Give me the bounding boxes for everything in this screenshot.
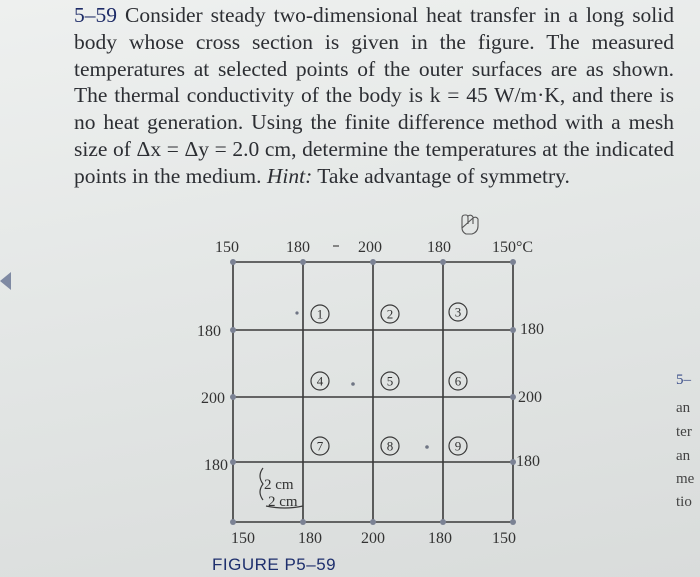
node-9-label: 9 — [454, 438, 462, 454]
top-temp-5: 150°C — [492, 239, 534, 256]
node-6-label: 6 — [454, 373, 462, 389]
left-temp-3: 180 — [204, 457, 228, 474]
side-text-2: an — [676, 400, 691, 416]
side-text-3: ter — [676, 424, 692, 440]
right-temp-1: 180 — [520, 321, 544, 338]
side-text-4: an — [676, 448, 691, 464]
bottom-temp-1: 150 — [231, 530, 255, 547]
dy-dimension-label: 2 cm — [268, 494, 298, 510]
bottom-temp-3: 200 — [361, 530, 385, 547]
top-temp-3: 200 — [358, 239, 382, 256]
side-text-6: tio — [676, 494, 692, 510]
node-5-label: 5 — [386, 373, 394, 389]
problem-number: 5–59 — [74, 3, 117, 27]
figure-caption: FIGURE P5–59 — [212, 555, 337, 574]
top-temp-2: 180 — [286, 239, 310, 256]
node-2-label: 2 — [386, 306, 394, 322]
dx-dimension-label: 2 cm — [264, 477, 294, 493]
node-3-label: 3 — [454, 304, 462, 320]
node-1-label: 1 — [316, 306, 324, 322]
interior-dots — [295, 311, 428, 448]
node-7-label: 7 — [316, 438, 324, 454]
top-temp-4: 180 — [427, 239, 451, 256]
node-8-label: 8 — [386, 438, 394, 454]
bottom-temp-5: 150 — [492, 530, 516, 547]
hint-text: Take advantage of symmetry. — [317, 163, 570, 188]
problem-body: Consider steady two-dimensional heat transfer in a long solid body whose cross section is given in the figure. The measured temperatures at selected points of the outer surfaces are as shown. The thermal conductivity of the body is k = 45 W/m·K, and there is no heat generation. Using the finite difference method with a mesh size of Δx = Δy = 2.0 cm, determine the temperatures at the indicated points in the medium. — [74, 3, 675, 188]
top-temp-1: 150 — [215, 239, 239, 256]
bottom-temp-4: 180 — [428, 530, 452, 547]
side-text-1: 5– — [676, 372, 691, 388]
hand-cursor-icon — [462, 215, 478, 234]
left-temp-2: 200 — [201, 390, 225, 407]
right-temp-2: 200 — [518, 389, 542, 406]
side-text-5: me — [676, 471, 695, 487]
node-4-label: 4 — [316, 373, 324, 389]
left-temp-1: 180 — [197, 323, 221, 340]
right-temp-3: 180 — [516, 453, 540, 470]
hint-label: Hint: — [266, 163, 313, 188]
bottom-temp-2: 180 — [298, 530, 322, 547]
